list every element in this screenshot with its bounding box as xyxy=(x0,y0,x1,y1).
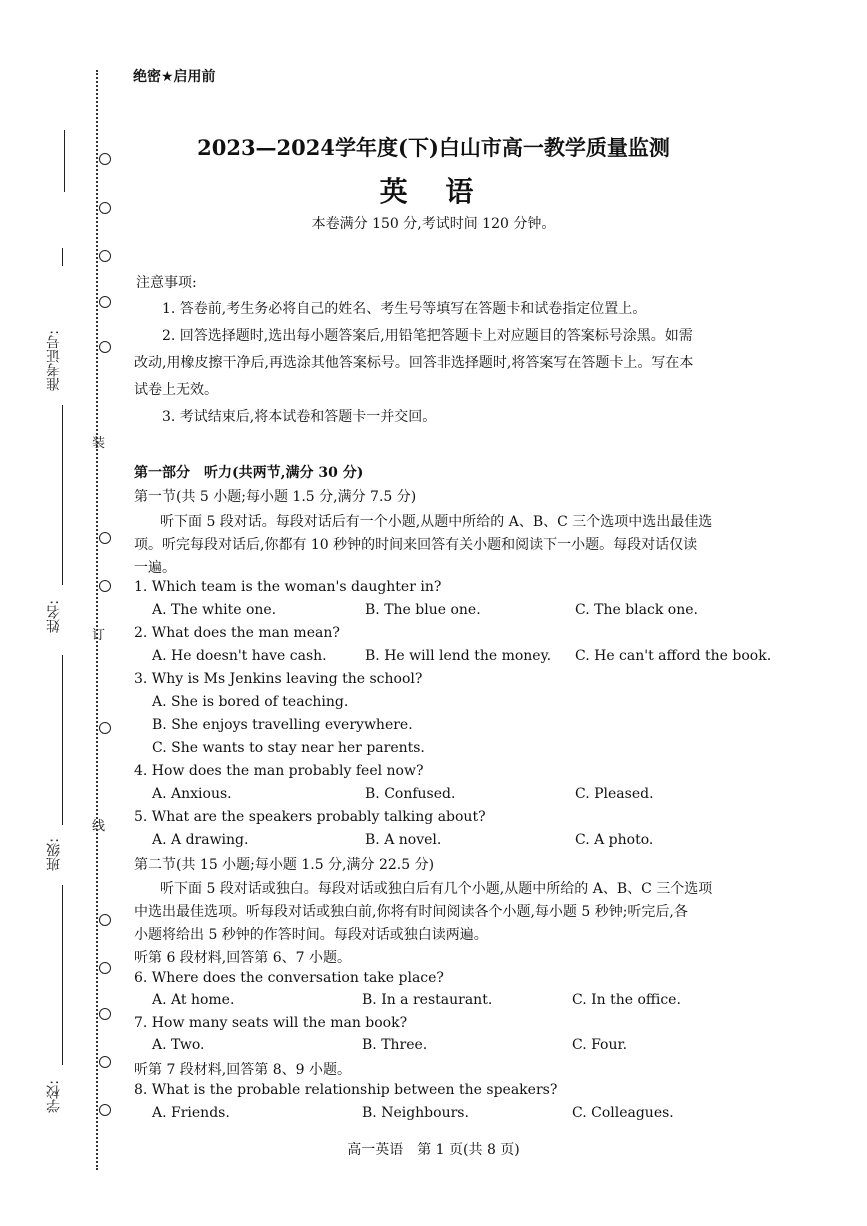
name-line xyxy=(62,405,63,585)
q6-option-a: A. At home. xyxy=(152,992,235,1008)
q3-option-b: B. She enjoys travelling everywhere. xyxy=(152,717,413,733)
page-footer: 高一英语 第 1 页(共 8 页) xyxy=(347,1142,520,1158)
question-3: 3. Why is Ms Jenkins leaving the school? xyxy=(134,671,423,687)
notes-item-2-cont2: 试卷上无效。 xyxy=(134,382,218,398)
notes-heading: 注意事项: xyxy=(136,275,197,291)
section2-instruction-cont2: 小题将给出 5 秒钟的作答时间。每段对话或独白读两遍。 xyxy=(134,927,488,943)
binding-char-xian: 线 xyxy=(92,819,106,834)
q7-option-b: B. Three. xyxy=(362,1037,428,1053)
binding-hole xyxy=(99,1008,111,1020)
q5-option-b: B. A novel. xyxy=(365,832,442,848)
q4-option-c: C. Pleased. xyxy=(575,786,654,802)
q7-option-c: C. Four. xyxy=(572,1037,628,1053)
q6-option-c: C. In the office. xyxy=(572,992,681,1008)
binding-hole xyxy=(99,1056,111,1068)
q8-option-c: C. Colleagues. xyxy=(572,1105,674,1121)
q7-option-a: A. Two. xyxy=(152,1037,205,1053)
binding-hole xyxy=(99,914,111,926)
q1-option-b: B. The blue one. xyxy=(365,602,481,618)
binding-hole xyxy=(99,296,111,308)
section1-heading: 第一节(共 5 小题;每小题 1.5 分,满分 7.5 分) xyxy=(134,489,417,505)
binding-hole xyxy=(99,1104,111,1116)
exam-no-label: 准考证号: xyxy=(46,330,62,391)
binding-hole xyxy=(99,532,111,544)
q4-option-b: B. Confused. xyxy=(365,786,456,802)
binding-hole xyxy=(99,580,111,592)
part1-heading: 第一部分 听力(共两节,满分 30 分) xyxy=(134,465,364,481)
class-line xyxy=(62,655,63,825)
binding-hole xyxy=(99,341,111,353)
q6-option-b: B. In a restaurant. xyxy=(362,992,493,1008)
notes-item-3: 3. 考试结束后,将本试卷和答题卡一并交回。 xyxy=(162,409,437,425)
section2-heading: 第二节(共 15 小题;每小题 1.5 分,满分 22.5 分) xyxy=(134,857,435,873)
q3-option-c: C. She wants to stay near her parents. xyxy=(152,740,425,756)
q4-option-a: A. Anxious. xyxy=(152,786,232,802)
exam-title: 2023—2024学年度(下)白山市高一教学质量监测 xyxy=(197,135,670,160)
question-8: 8. What is the probable relationship between the speakers? xyxy=(134,1082,558,1098)
listen-material-7: 听第 7 段材料,回答第 8、9 小题。 xyxy=(134,1062,351,1078)
secret-label: 绝密★启用前 xyxy=(133,69,216,85)
q2-option-b: B. He will lend the money. xyxy=(365,648,552,664)
school-label: 学校: xyxy=(46,1080,62,1113)
section1-instruction-cont: 项。听完每段对话后,你都有 10 秒钟的时间来回答有关小题和阅读下一小题。每段对话仅读 xyxy=(134,537,698,553)
section1-instruction: 听下面 5 段对话。每段对话后有一个小题,从题中所给的 A、B、C 三个选项中选出最佳选 xyxy=(160,514,713,530)
name-label: 姓名: xyxy=(46,600,62,633)
section1-instruction-cont2: 一遍。 xyxy=(134,560,176,576)
q1-option-a: A. The white one. xyxy=(152,602,277,618)
q5-option-c: C. A photo. xyxy=(575,832,654,848)
binding-char-ding: 订 xyxy=(92,628,106,643)
question-4: 4. How does the man probably feel now? xyxy=(134,763,424,779)
school-line xyxy=(62,885,63,1065)
q3-option-a: A. She is bored of teaching. xyxy=(152,694,349,710)
notes-item-2-cont: 改动,用橡皮擦干净后,再选涂其他答案标号。回答非选择题时,将答案写在答题卡上。写在本 xyxy=(134,355,694,371)
binding-hole xyxy=(99,962,111,974)
question-6: 6. Where does the conversation take place? xyxy=(134,970,444,986)
q2-option-c: C. He can't afford the book. xyxy=(575,648,772,664)
q5-option-a: A. A drawing. xyxy=(152,832,249,848)
exam-no-line-top xyxy=(62,248,63,266)
notes-item-2: 2. 回答选择题时,选出每小题答案后,用铅笔把答题卡上对应题目的答案标号涂黑。如需 xyxy=(162,328,693,344)
binding-char-zhuang: 装 xyxy=(92,436,106,451)
question-5: 5. What are the speakers probably talking about? xyxy=(134,809,486,825)
q2-option-a: A. He doesn't have cash. xyxy=(152,648,327,664)
section2-instruction: 听下面 5 段对话或独白。每段对话或独白后有几个小题,从题中所给的 A、B、C 三个选项 xyxy=(160,881,713,897)
notes-item-1: 1. 答卷前,考生务必将自己的姓名、考生号等填写在答题卡和试卷指定位置上。 xyxy=(162,301,647,317)
q1-option-c: C. The black one. xyxy=(575,602,698,618)
binding-hole xyxy=(99,250,111,262)
section2-instruction-cont: 中选出最佳选项。听每段对话或独白前,你将有时间阅读各个小题,每小题 5 秒钟;听完后,各 xyxy=(134,904,688,920)
question-1: 1. Which team is the woman's daughter in? xyxy=(134,579,442,595)
binding-hole xyxy=(99,722,111,734)
class-label: 班级: xyxy=(46,838,62,871)
q8-option-a: A. Friends. xyxy=(152,1105,230,1121)
q8-option-b: B. Neighbours. xyxy=(362,1105,469,1121)
question-2: 2. What does the man mean? xyxy=(134,625,340,641)
binding-dotted-line xyxy=(96,70,98,1170)
question-7: 7. How many seats will the man book? xyxy=(134,1015,408,1031)
listen-material-6: 听第 6 段材料,回答第 6、7 小题。 xyxy=(134,950,351,966)
score-info: 本卷满分 150 分,考试时间 120 分钟。 xyxy=(311,216,556,232)
subject-title: 英 语 xyxy=(379,175,488,208)
